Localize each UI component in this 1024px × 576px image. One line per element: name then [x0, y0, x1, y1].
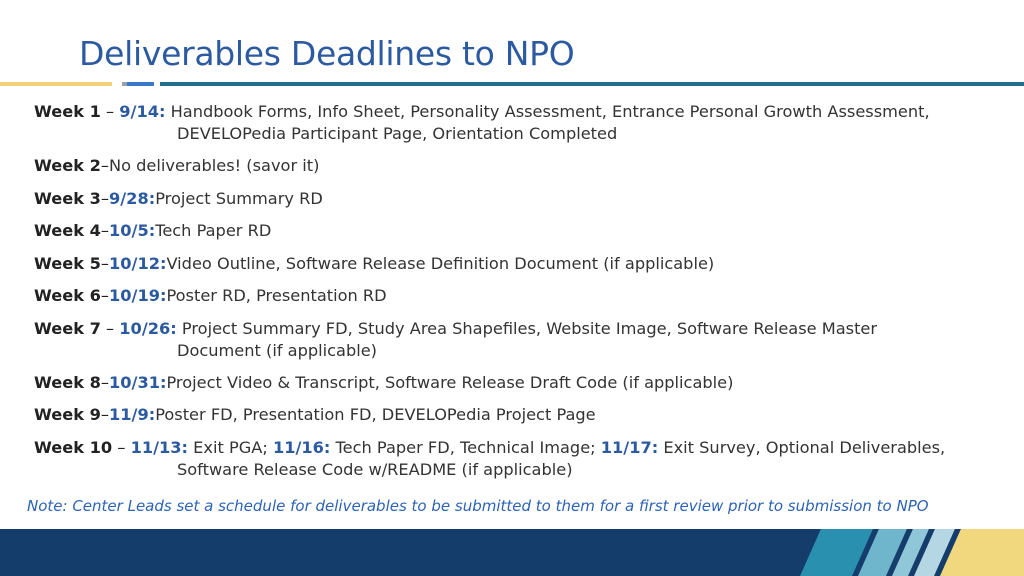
week-date: 10/31:: [109, 372, 167, 392]
week-deliverables: Project Video & Transcript, Software Release Draft Code (if applicable): [166, 372, 734, 392]
week-date: 10/5:: [109, 221, 156, 240]
week-deliverables-continued: Document (if applicable): [177, 340, 377, 360]
footer-stripe-yellow: [940, 529, 1024, 576]
dash: –: [100, 188, 109, 208]
week-date: 10/26:: [119, 318, 177, 338]
week-9-item: [34, 404, 1009, 426]
week-label: Week 1: [34, 102, 101, 121]
week-deliverables-3: Exit Survey, Optional Deliverables,: [658, 437, 946, 457]
week-8-item: [34, 372, 1009, 394]
week-date-3: 11/17:: [600, 437, 659, 457]
week-deliverables-2: Tech Paper FD, Technical Image;: [330, 437, 601, 457]
dash: –: [100, 221, 109, 240]
accent-rule-yellow: [0, 82, 112, 86]
week-deliverables: Project Summary RD: [155, 188, 323, 208]
week-label: Week 9: [34, 405, 101, 424]
dash: –: [100, 102, 120, 121]
dash: –: [100, 253, 109, 273]
week-10-item: [34, 437, 1009, 481]
week-deliverables-continued: DEVELOPedia Participant Page, Orientation Completed: [177, 124, 618, 143]
week-date-2: 11/16:: [272, 437, 331, 457]
week-5-item: [34, 253, 1009, 275]
week-label: Week 2: [34, 156, 101, 175]
week-3-item: [34, 188, 1009, 210]
week-date: 9/14:: [119, 102, 166, 121]
week-7-item: [34, 318, 1009, 362]
week-label: Week 4: [34, 221, 101, 240]
week-deliverables: Poster RD, Presentation RD: [166, 286, 387, 305]
week-date: 11/13:: [130, 437, 189, 457]
week-date: 10/19:: [109, 286, 167, 305]
dash: –: [112, 437, 131, 457]
week-deliverables: No deliverables! (savor it): [109, 156, 320, 175]
dash: –: [100, 156, 109, 175]
week-label: Week 6: [34, 286, 101, 305]
page-title: Deliverables Deadlines to NPO: [79, 34, 575, 73]
week-date: 11/9:: [109, 405, 156, 424]
week-6-item: [34, 285, 1009, 307]
week-deliverables: Poster FD, Presentation FD, DEVELOPedia Project Page: [155, 405, 596, 424]
week-deliverables: Handbook Forms, Info Sheet, Personality Assessment, Entrance Personal Growth Assessment,: [165, 102, 930, 121]
accent-rule-teal: [160, 82, 1024, 86]
week-label: Week 10: [34, 437, 113, 457]
week-label: Week 7: [34, 318, 101, 338]
week-deliverables: Video Outline, Software Release Definition Document (if applicable): [166, 253, 715, 273]
week-deliverables: Exit PGA;: [188, 437, 273, 457]
deliverables-list: [34, 101, 1009, 491]
week-date: 10/12:: [109, 253, 167, 273]
week-label: Week 3: [34, 188, 101, 208]
center-leads-note: Note: Center Leads set a schedule for deliverables to be submitted to them for a first review prior to submission to NPO: [27, 497, 929, 515]
dash: –: [100, 286, 109, 305]
dash: –: [100, 372, 109, 392]
accent-rule-blue: [127, 82, 154, 86]
footer-band: [0, 529, 1024, 576]
week-label: Week 5: [34, 253, 101, 273]
week-deliverables: Tech Paper RD: [155, 221, 272, 240]
week-label: Week 8: [34, 372, 101, 392]
dash: –: [100, 318, 120, 338]
week-4-item: [34, 220, 1009, 242]
week-2-item: [34, 155, 1009, 177]
dash: –: [100, 405, 109, 424]
week-1-item: [34, 101, 1009, 145]
week-deliverables: Project Summary FD, Study Area Shapefiles, Website Image, Software Release Master: [176, 318, 878, 338]
week-deliverables-continued: Software Release Code w/README (if applicable): [177, 459, 573, 479]
week-date: 9/28:: [109, 188, 156, 208]
